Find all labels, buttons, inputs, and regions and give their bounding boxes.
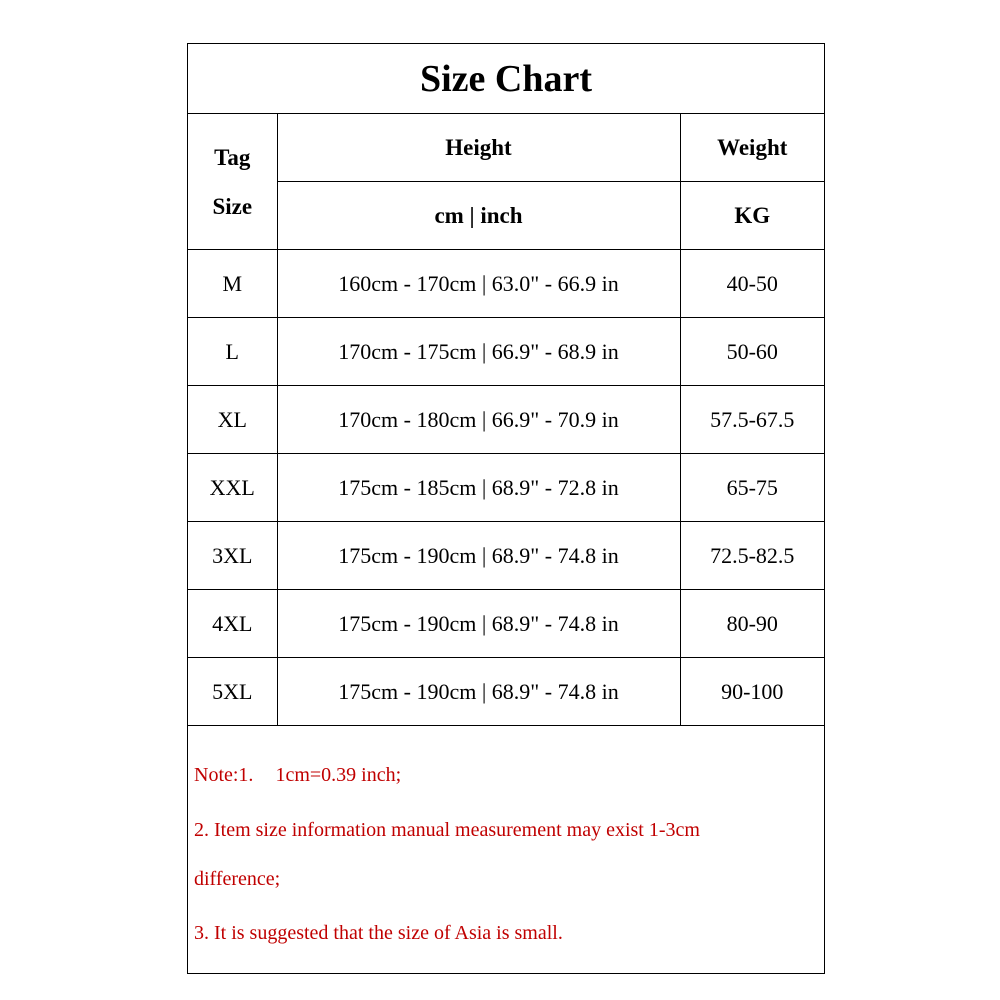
weight-header: Weight — [680, 114, 824, 182]
size-cell: 5XL — [188, 658, 277, 726]
unit-row — [188, 182, 824, 250]
weight-cell: 65-75 — [680, 454, 824, 522]
tag-size-label-line1: Tag — [214, 144, 251, 170]
height-cell: 175cm - 190cm | 68.9" - 74.8 in — [277, 658, 680, 726]
weight-cell: 50-60 — [680, 318, 824, 386]
table-row — [188, 454, 824, 522]
height-cell: 175cm - 190cm | 68.9" - 74.8 in — [277, 590, 680, 658]
weight-cell: 90-100 — [680, 658, 824, 726]
size-table — [188, 114, 824, 726]
weight-cell: 57.5-67.5 — [680, 386, 824, 454]
tag-size-label-line2: Size — [212, 193, 253, 219]
size-cell: L — [188, 318, 277, 386]
height-header: Height — [277, 114, 680, 182]
size-cell: M — [188, 250, 277, 318]
table-row — [188, 590, 824, 658]
height-cell: 175cm - 185cm | 68.9" - 72.8 in — [277, 454, 680, 522]
size-cell: XXL — [188, 454, 277, 522]
table-row — [188, 658, 824, 726]
height-cell: 170cm - 175cm | 66.9" - 68.9 in — [277, 318, 680, 386]
weight-cell: 40-50 — [680, 250, 824, 318]
header-row — [188, 114, 824, 182]
height-cell: 175cm - 190cm | 68.9" - 74.8 in — [277, 522, 680, 590]
note-3: 3. It is suggested that the size of Asia is small. — [194, 922, 563, 944]
note-1 — [194, 764, 401, 787]
weight-cell: 72.5-82.5 — [680, 522, 824, 590]
note-2-line1: 2. Item size information manual measurement may exist 1-3cm — [194, 819, 700, 841]
height-unit-header: cm | inch — [277, 182, 680, 250]
size-chart — [187, 43, 825, 974]
weight-unit-header: KG — [680, 182, 824, 250]
weight-cell: 80-90 — [680, 590, 824, 658]
size-cell: 3XL — [188, 522, 277, 590]
size-cell: XL — [188, 386, 277, 454]
chart-title: Size Chart — [188, 44, 824, 114]
note-1-text: 1cm=0.39 inch; — [275, 764, 402, 786]
tag-size-header — [188, 114, 277, 250]
size-cell: 4XL — [188, 590, 277, 658]
table-row — [188, 250, 824, 318]
table-row — [188, 522, 824, 590]
note-2-line2: difference; — [194, 868, 281, 890]
note-1-prefix: Note:1. — [194, 764, 254, 786]
table-row — [188, 318, 824, 386]
height-cell: 160cm - 170cm | 63.0" - 66.9 in — [277, 250, 680, 318]
height-cell: 170cm - 180cm | 66.9" - 70.9 in — [277, 386, 680, 454]
table-row — [188, 386, 824, 454]
